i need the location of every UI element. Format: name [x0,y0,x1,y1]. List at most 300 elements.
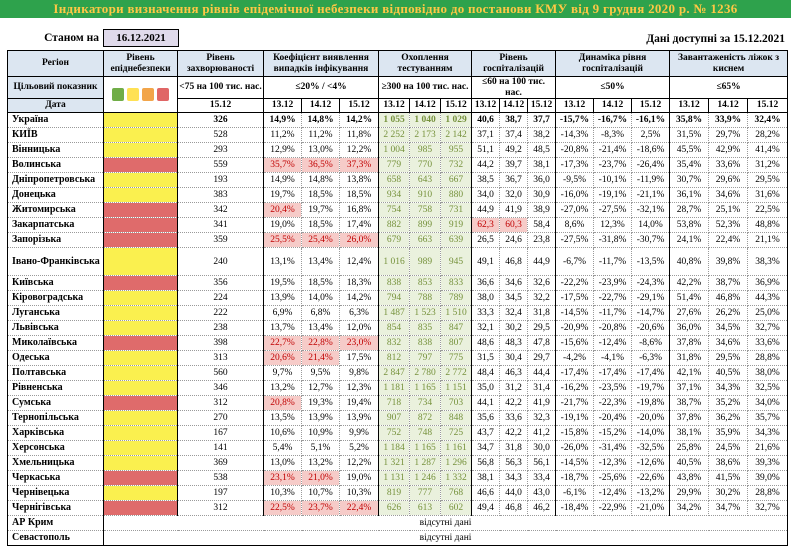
cell-testing: 768 [441,486,472,501]
cell-detection: 18,5% [302,276,340,291]
cell-detection: 12,4% [340,248,379,276]
region-name: Волинська [8,158,104,173]
cell-oxygen: 31,8% [670,351,709,366]
cell-hospitalization: 34,0 [472,188,500,203]
red-level-swatch [157,88,169,101]
cell-detection: 6,9% [264,306,302,321]
target-dynamics: ≤50% [556,77,670,99]
table-header [8,51,788,113]
cell-incidence: 326 [178,113,264,128]
cell-hospitalization: 32,6 [528,276,556,291]
table-row [8,516,788,531]
cell-detection: 23,1% [264,471,302,486]
cell-detection: 12,9% [264,143,302,158]
epidemic-level-cell [104,411,178,426]
col-testing: Охоплення тестуванням [379,51,472,77]
cell-testing: 731 [441,203,472,218]
cell-dynamics: -17,5% [556,291,594,306]
cell-dynamics: -17,4% [556,366,594,381]
cell-testing: 910 [410,188,441,203]
cell-dynamics: -22,6% [632,471,670,486]
table-row [8,366,788,381]
table-row [8,128,788,143]
cell-detection: 18,5% [302,218,340,233]
cell-testing: 882 [379,218,410,233]
cell-oxygen: 48,8% [748,218,788,233]
cell-incidence: 224 [178,291,264,306]
cell-hospitalization: 30,0 [528,441,556,456]
cell-dynamics: -6,7% [556,248,594,276]
cell-detection: 23,7% [302,501,340,516]
epidemic-level-cell [104,248,178,276]
cell-hospitalization: 39,7 [500,158,528,173]
cell-testing: 812 [379,351,410,366]
date-cell: 15.12 [178,99,264,113]
cell-hospitalization: 48,4 [472,366,500,381]
cell-oxygen: 43,8% [670,471,709,486]
cell-oxygen: 24,1% [670,233,709,248]
cell-testing: 758 [410,203,441,218]
cell-hospitalization: 41,9 [528,396,556,411]
cell-incidence: 312 [178,501,264,516]
cell-detection: 9,9% [340,426,379,441]
cell-oxygen: 33,9% [709,113,748,128]
cell-testing: 775 [441,351,472,366]
region-name: Луганська [8,306,104,321]
region-name: Харківська [8,426,104,441]
cell-detection: 18,3% [340,276,379,291]
cell-incidence: 313 [178,351,264,366]
cell-oxygen: 35,2% [709,396,748,411]
cell-detection: 14,0% [302,291,340,306]
orange-level-swatch [142,88,154,101]
epidemic-level-cell [104,486,178,501]
cell-detection: 12,3% [340,381,379,396]
cell-testing: 794 [379,291,410,306]
cell-detection: 13,9% [264,291,302,306]
cell-dynamics: -14,7% [632,306,670,321]
cell-oxygen: 42,2% [670,276,709,291]
cell-incidence: 383 [178,188,264,203]
cell-incidence: 369 [178,456,264,471]
date-cell: 15.12 [632,99,670,113]
cell-detection: 18,5% [340,188,379,203]
cell-oxygen: 29,9% [670,486,709,501]
cell-oxygen: 28,2% [748,128,788,143]
cell-detection: 10,3% [264,486,302,501]
cell-hospitalization: 44,9 [528,248,556,276]
cell-incidence: 193 [178,173,264,188]
cell-detection: 9,7% [264,366,302,381]
epidemic-level-cell [104,291,178,306]
cell-oxygen: 34,3% [709,381,748,396]
col-epidemic-level: Рівень епіднебезпеки [104,51,178,77]
cell-hospitalization: 37,7 [528,113,556,128]
cell-detection: 13,0% [302,143,340,158]
table-row [8,351,788,366]
cell-testing: 1 151 [441,381,472,396]
cell-oxygen: 34,0% [748,396,788,411]
cell-oxygen: 29,5% [709,351,748,366]
cell-oxygen: 32,7% [748,501,788,516]
cell-oxygen: 44,3% [748,291,788,306]
cell-dynamics: -18,4% [556,501,594,516]
cell-oxygen: 35,4% [670,158,709,173]
cell-detection: 14,9% [264,173,302,188]
cell-dynamics: -17,3% [556,158,594,173]
epidemic-level-cell [104,501,178,516]
cell-testing: 667 [441,173,472,188]
cell-oxygen: 51,4% [670,291,709,306]
cell-detection: 19,0% [340,471,379,486]
table-row [8,218,788,233]
cell-incidence: 270 [178,411,264,426]
cell-dynamics: -20,4% [594,411,632,426]
cell-oxygen: 38,3% [748,248,788,276]
table-row [8,113,788,128]
table-row [8,411,788,426]
cell-oxygen: 26,2% [709,306,748,321]
table-row [8,531,788,546]
cell-testing: 1 165 [410,381,441,396]
cell-dynamics: -23,5% [594,381,632,396]
date-cell: 15.12 [340,99,379,113]
cell-testing: 679 [379,233,410,248]
cell-hospitalization: 42,2 [500,396,528,411]
cell-dynamics: -32,1% [632,203,670,218]
date-cell: 15.12 [528,99,556,113]
cell-testing: 788 [410,291,441,306]
cell-oxygen: 21,1% [748,233,788,248]
cell-dynamics: -20,8% [594,321,632,336]
cell-oxygen: 29,6% [709,173,748,188]
table-row [8,276,788,291]
cell-hospitalization: 30,9 [528,188,556,203]
cell-testing: 1 487 [379,306,410,321]
cell-oxygen: 38,0% [748,366,788,381]
cell-dynamics: 12,3% [594,218,632,233]
cell-oxygen: 36,9% [748,276,788,291]
cell-testing: 832 [379,336,410,351]
cell-dynamics: -20,9% [556,321,594,336]
cell-hospitalization: 32,2 [528,291,556,306]
cell-oxygen: 32,5% [748,381,788,396]
cell-oxygen: 46,8% [709,291,748,306]
cell-dynamics: -21,0% [632,501,670,516]
date-cell: 14.12 [410,99,441,113]
cell-dynamics: -6,3% [632,351,670,366]
cell-incidence: 538 [178,471,264,486]
table-row [8,336,788,351]
cell-oxygen: 31,5% [670,128,709,143]
cell-testing: 1 016 [379,248,410,276]
table-row [8,173,788,188]
cell-hospitalization: 58,4 [528,218,556,233]
epidemic-level-cell [104,396,178,411]
cell-dynamics: -16,7% [594,113,632,128]
epidemic-level-cell [104,306,178,321]
target-incidence: <75 на 100 тис. нас. [178,77,264,99]
region-name: Черкаська [8,471,104,486]
cell-detection: 14,9% [264,113,302,128]
region-name: Київська [8,276,104,291]
yellow-level-swatch [127,88,139,101]
cell-hospitalization: 34,3 [500,471,528,486]
cell-hospitalization: 48,6 [472,336,500,351]
report-title: Індикатори визначення рівнів епідемічної небезпеки відповідно до постанови КМУ від 9 грудня 2020 р. № 1236 [53,1,738,16]
cell-hospitalization: 30,4 [500,351,528,366]
cell-hospitalization: 29,5 [528,321,556,336]
table-row [8,143,788,158]
cell-dynamics: -16,1% [632,113,670,128]
cell-oxygen: 40,5% [709,366,748,381]
cell-incidence: 342 [178,203,264,218]
cell-dynamics: -12,4% [594,486,632,501]
cell-hospitalization: 34,7 [472,441,500,456]
cell-hospitalization: 31,5 [472,351,500,366]
cell-dynamics: -11,9% [632,173,670,188]
cell-hospitalization: 41,2 [528,426,556,441]
cell-testing: 854 [379,321,410,336]
cell-oxygen: 45,5% [670,143,709,158]
cell-hospitalization: 42,2 [500,426,528,441]
cell-hospitalization: 33,3 [472,306,500,321]
cell-oxygen: 42,9% [709,143,748,158]
cell-dynamics: -13,5% [632,248,670,276]
table-row [8,203,788,218]
cell-testing: 1 131 [379,471,410,486]
cell-hospitalization: 38,7 [500,113,528,128]
table-row [8,381,788,396]
cell-dynamics: -27,5% [594,203,632,218]
cell-hospitalization: 49,1 [472,248,500,276]
data-available-label: Дані доступні за 15.12.2021 [646,33,785,45]
cell-testing: 1 523 [410,306,441,321]
cell-hospitalization: 38,5 [472,173,500,188]
cell-dynamics: -12,4% [594,336,632,351]
table-row [8,426,788,441]
cell-detection: 22,4% [340,501,379,516]
cell-testing: 602 [441,501,472,516]
cell-oxygen: 39,8% [709,248,748,276]
cell-testing: 777 [410,486,441,501]
table-row [8,306,788,321]
date-cell: 13.12 [379,99,410,113]
cell-hospitalization: 33,6 [500,411,528,426]
cell-testing: 613 [410,501,441,516]
cell-detection: 35,7% [264,158,302,173]
cell-hospitalization: 24,6 [500,233,528,248]
cell-detection: 13,9% [302,411,340,426]
cell-testing: 725 [441,426,472,441]
cell-detection: 14,2% [340,291,379,306]
cell-detection: 20,4% [264,203,302,218]
date-cell: 14.12 [594,99,632,113]
region-name: Севастополь [8,531,104,546]
cell-detection: 10,3% [340,486,379,501]
cell-hospitalization: 32,4 [500,306,528,321]
cell-dynamics: -14,5% [556,456,594,471]
cell-oxygen: 35,9% [709,426,748,441]
date-cell: 14.12 [709,99,748,113]
cell-detection: 18,5% [302,188,340,203]
cell-dynamics: -26,4% [632,158,670,173]
cell-incidence: 197 [178,486,264,501]
date-cell: 13.12 [670,99,709,113]
date-cell: 15.12 [748,99,788,113]
cell-hospitalization: 49,2 [500,143,528,158]
cell-oxygen: 30,2% [709,486,748,501]
epidemic-level-cell [104,381,178,396]
cell-oxygen: 28,8% [748,486,788,501]
no-data-cell: відсутні дані [104,531,788,546]
epidemic-level-cell [104,158,178,173]
cell-dynamics: -14,5% [556,306,594,321]
target-testing: ≥300 на 100 тис. нас. [379,77,472,99]
date-cell: 13.12 [472,99,500,113]
cell-dynamics: -17,4% [594,366,632,381]
epidemic-level-cell [104,441,178,456]
cell-oxygen: 41,5% [709,471,748,486]
cell-hospitalization: 31,8 [500,441,528,456]
cell-incidence: 560 [178,366,264,381]
cell-dynamics: -9,5% [556,173,594,188]
cell-dynamics: -10,1% [594,173,632,188]
cell-testing: 2 252 [379,128,410,143]
cell-dynamics: -6,1% [556,486,594,501]
cell-hospitalization: 36,6 [472,276,500,291]
cell-detection: 25,5% [264,233,302,248]
cell-hospitalization: 40,6 [472,113,500,128]
cell-detection: 13,4% [302,248,340,276]
cell-testing: 835 [410,321,441,336]
cell-hospitalization: 32,1 [472,321,500,336]
cell-hospitalization: 44,0 [500,486,528,501]
cell-testing: 934 [379,188,410,203]
cell-oxygen: 34,6% [709,336,748,351]
cell-incidence: 141 [178,441,264,456]
epidemic-level-cell [104,471,178,486]
cell-hospitalization: 44,9 [472,203,500,218]
cell-hospitalization: 41,9 [500,203,528,218]
cell-dynamics: -11,7% [594,306,632,321]
region-name: Одеська [8,351,104,366]
table-row [8,248,788,276]
epidemic-level-cell [104,128,178,143]
cell-detection: 36,5% [302,158,340,173]
epidemic-level-cell [104,218,178,233]
cell-dynamics: -31,8% [594,233,632,248]
cell-testing: 732 [441,158,472,173]
cell-testing: 1 040 [410,113,441,128]
cell-dynamics: -26,0% [556,441,594,456]
cell-testing: 1 165 [410,441,441,456]
cell-oxygen: 38,7% [670,396,709,411]
table-row [8,471,788,486]
col-detection: Коефіцієнт виявлення випадків інфікування [264,51,379,77]
cell-testing: 734 [410,396,441,411]
col-region: Регіон [8,51,104,77]
cell-dynamics: -18,7% [556,471,594,486]
cell-oxygen: 32,7% [748,321,788,336]
cell-detection: 13,2% [302,456,340,471]
cell-dynamics: -15,7% [556,113,594,128]
cell-oxygen: 34,2% [670,501,709,516]
cell-dynamics: -27,0% [556,203,594,218]
cell-incidence: 240 [178,248,264,276]
indicators-table [7,50,788,546]
date-cell: 15.12 [441,99,472,113]
cell-dynamics: 8,6% [556,218,594,233]
cell-testing: 754 [379,203,410,218]
cell-hospitalization: 38,9 [528,203,556,218]
level-legend [105,88,176,101]
epidemic-level-cell [104,173,178,188]
cell-incidence: 398 [178,336,264,351]
cell-detection: 17,5% [340,351,379,366]
cell-hospitalization: 47,8 [528,336,556,351]
region-name: Рівненська [8,381,104,396]
cell-hospitalization: 33,4 [528,471,556,486]
cell-oxygen: 37,8% [670,411,709,426]
cell-hospitalization: 26,5 [472,233,500,248]
cell-incidence: 167 [178,426,264,441]
cell-dynamics: -17,4% [632,366,670,381]
cell-detection: 13,8% [340,173,379,188]
cell-dynamics: -23,7% [594,158,632,173]
cell-testing: 658 [379,173,410,188]
cell-dynamics: -19,8% [632,396,670,411]
cell-detection: 14,8% [302,173,340,188]
cell-testing: 1 184 [379,441,410,456]
epidemic-level-cell [104,336,178,351]
table-row [8,456,788,471]
cell-oxygen: 22,4% [709,233,748,248]
cell-testing: 639 [441,233,472,248]
cell-hospitalization: 46,8 [500,248,528,276]
cell-detection: 22,7% [264,336,302,351]
epidemic-level-cell [104,233,178,248]
cell-oxygen: 28,8% [748,351,788,366]
cell-dynamics: -8,6% [632,336,670,351]
cell-incidence: 356 [178,276,264,291]
cell-hospitalization: 38,2 [528,128,556,143]
cell-hospitalization: 56,8 [472,456,500,471]
cell-testing: 1 332 [441,471,472,486]
cell-detection: 20,6% [264,351,302,366]
cell-dynamics: -15,8% [556,426,594,441]
cell-oxygen: 31,6% [748,188,788,203]
cell-oxygen: 37,1% [670,381,709,396]
cell-dynamics: 14,0% [632,218,670,233]
cell-detection: 5,1% [302,441,340,456]
cell-hospitalization: 34,6 [500,276,528,291]
region-name: Львівська [8,321,104,336]
cell-testing: 703 [441,396,472,411]
cell-dynamics: -15,2% [594,426,632,441]
cell-incidence: 346 [178,381,264,396]
cell-hospitalization: 44,1 [472,396,500,411]
cell-oxygen: 36,2% [709,411,748,426]
cell-detection: 10,6% [264,426,302,441]
cell-oxygen: 40,8% [670,248,709,276]
cell-hospitalization: 48,3 [500,336,528,351]
cell-hospitalization: 31,2 [500,381,528,396]
cell-testing: 797 [410,351,441,366]
cell-oxygen: 21,6% [748,441,788,456]
cell-incidence: 312 [178,396,264,411]
cell-detection: 19,7% [264,188,302,203]
